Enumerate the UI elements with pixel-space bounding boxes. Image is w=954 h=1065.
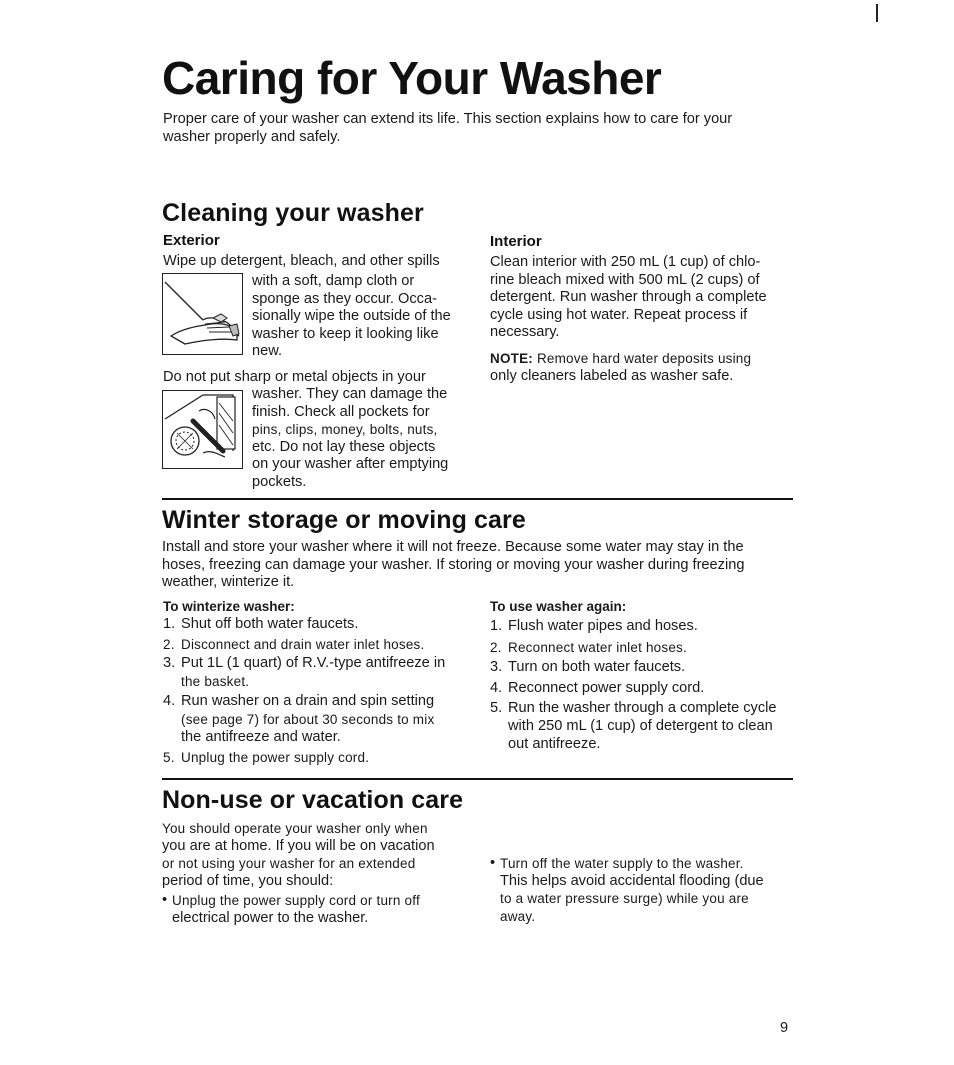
note-line-1: Remove hard water deposits using [536, 351, 752, 366]
step-number: 1. [490, 618, 503, 634]
bullet-text: This helps avoid accidental flooding (due [500, 872, 764, 889]
step-number: 3. [163, 655, 176, 672]
step-text: Reconnect water inlet hoses. [508, 639, 687, 655]
section-divider [162, 498, 793, 500]
note-label: NOTE: [490, 351, 533, 366]
step-text: Unplug the power supply cord. [181, 750, 370, 766]
step-number: 1. [163, 616, 176, 632]
bullet-text: electrical power to the washer. [172, 909, 369, 926]
page-title: Caring for Your Washer [162, 52, 662, 104]
exterior-p2-line: pockets. [252, 473, 307, 490]
exterior-heading: Exterior [163, 232, 220, 249]
bullet-text: to a water pressure surge) while you are [500, 891, 749, 907]
step-text: Turn on both water faucets. [508, 659, 686, 676]
step-text: Shut off both water faucets. [181, 616, 359, 632]
list-item [490, 680, 800, 698]
step-text: with 250 mL (1 cup) of detergent to clean [508, 717, 773, 734]
list-item [163, 636, 473, 654]
exterior-p2-rest [252, 386, 467, 492]
crop-mark [876, 4, 878, 22]
exterior-p1-rest [252, 273, 467, 361]
step-text: the basket. [181, 673, 250, 689]
step-text: Flush water pipes and hoses. [508, 618, 698, 634]
step-number: 4. [163, 693, 176, 710]
winter-intro-line: weather, winterize it. [162, 574, 295, 591]
bullet-text: away. [500, 908, 536, 924]
bullet-icon: • [490, 855, 496, 872]
nonuse-left-text [162, 820, 472, 890]
step-number: 2. [163, 636, 175, 652]
step-text: Disconnect and drain water inlet hoses. [181, 636, 425, 652]
exterior-p2-line: washer. They can damage the [252, 386, 448, 402]
step-text: Reconnect power supply cord. [508, 679, 705, 696]
bullet-text: Turn off the water supply to the washer. [500, 856, 744, 872]
interior-note [490, 350, 790, 385]
bullet-text: Unplug the power supply cord or turn off [172, 893, 420, 908]
list-item [163, 749, 473, 767]
winter-intro-line: hoses, freezing can damage your washer. If storing or moving your washer during freezing [162, 556, 745, 573]
interior-line: detergent. Run washer through a complete [490, 289, 767, 306]
exterior-p1-line: new. [252, 343, 283, 360]
wipe-cloth-illustration [162, 273, 243, 355]
winter-intro-line: Install and store your washer where it will not freeze. Because some water may stay in the [162, 539, 744, 555]
step-text: the antifreeze and water. [181, 728, 341, 745]
exterior-p2-line: etc. Do not lay these objects [252, 438, 436, 455]
exterior-p2-first-line: Do not put sharp or metal objects in your [163, 369, 426, 385]
nonuse-bullet-water [490, 855, 800, 925]
list-item [490, 618, 800, 636]
step-text: (see page 7) for about 30 seconds to mix [181, 711, 435, 727]
exterior-p1-line: with a soft, damp cloth or [252, 273, 415, 289]
interior-line: necessary. [490, 324, 560, 341]
exterior-p1-line: washer to keep it looking like [252, 325, 439, 342]
exterior-p1-line: sponge as they occur. Occa- [252, 290, 437, 307]
step-number: 2. [490, 639, 502, 655]
step-number: 4. [490, 679, 503, 696]
nonuse-line: You should operate your washer only when [162, 821, 428, 836]
winter-heading: Winter storage or moving care [162, 506, 526, 534]
nonuse-bullet-unplug [162, 892, 472, 927]
winterize-label: To winterize washer: [163, 599, 295, 614]
step-number: 5. [163, 750, 175, 766]
list-item [163, 693, 473, 746]
page-number: 9 [780, 1020, 789, 1036]
interior-line: cycle using hot water. Repeat process if [490, 306, 748, 323]
exterior-p2-line: finish. Check all pockets for [252, 403, 430, 420]
list-item [163, 655, 473, 690]
nonuse-heading: Non-use or vacation care [162, 786, 464, 814]
interior-line: Clean interior with 250 mL (1 cup) of chlo- [490, 254, 761, 270]
step-text: Put 1L (1 quart) of R.V.-type antifreeze in [181, 655, 446, 672]
cleaning-heading: Cleaning your washer [162, 199, 424, 227]
winter-intro [162, 539, 802, 592]
step-text: Run washer on a drain and spin setting [181, 693, 435, 710]
pockets-objects-icon [163, 391, 241, 467]
bullet-icon: • [162, 892, 168, 908]
step-number: 3. [490, 659, 503, 676]
step-text: out antifreeze. [508, 735, 601, 752]
nonuse-line: period of time, you should: [162, 872, 334, 889]
step-number: 5. [490, 700, 503, 717]
exterior-p2-line: on your washer after emptying [252, 456, 449, 473]
interior-heading: Interior [490, 233, 542, 250]
interior-text [490, 254, 790, 342]
list-item [490, 639, 800, 657]
list-item [490, 659, 800, 677]
winterize-steps [163, 616, 473, 767]
list-item [163, 616, 473, 634]
pockets-objects-illustration [162, 390, 243, 469]
intro-text: Proper care of your washer can extend its life. This section explains how to care for your washer properly and safely. [163, 111, 733, 145]
interior-line: rine bleach mixed with 500 mL (2 cups) of [490, 271, 760, 288]
exterior-p1-line: sionally wipe the outside of the [252, 308, 451, 325]
use-again-label: To use washer again: [490, 599, 627, 614]
exterior-p1-first-line: Wipe up detergent, bleach, and other spills [163, 253, 440, 269]
note-line-2: only cleaners labeled as washer safe. [490, 367, 734, 384]
wipe-cloth-icon [163, 274, 241, 353]
nonuse-line: or not using your washer for an extended [162, 856, 416, 872]
list-item [490, 700, 800, 753]
nonuse-line: you are at home. If you will be on vacation [162, 837, 435, 854]
exterior-p2-line: pins, clips, money, bolts, nuts, [252, 422, 438, 438]
section-divider [162, 778, 793, 780]
use-again-steps [490, 618, 800, 753]
step-text: Run the washer through a complete cycle [508, 700, 777, 717]
